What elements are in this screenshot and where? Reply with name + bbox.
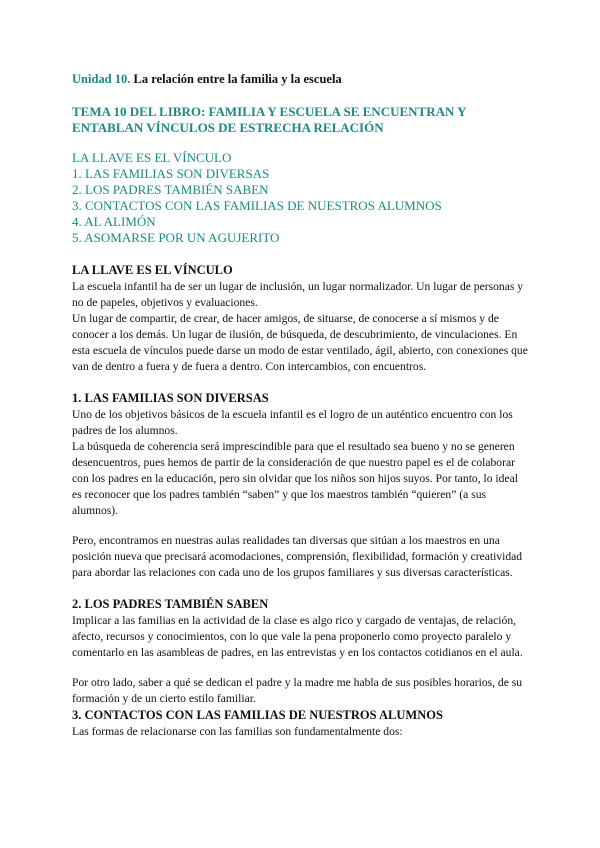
tema-heading: TEMA 10 DEL LIBRO: FAMILIA Y ESCUELA SE ENCUENTRAN Y ENTABLAN VÍNCULOS DE ESTRECHA RELACIÓN [72,104,467,135]
toc-item: 4. AL ALIMÓN [72,214,156,229]
document-body [72,262,530,740]
toc-item: 1. LAS FAMILIAS SON DIVERSAS [72,166,270,181]
paragraph: Por otro lado, saber a qué se dedican el padre y la madre me habla de sus posibles horarios, de su formación y de un cierto estilo familiar. [72,675,523,705]
unit-name: La relación entre la familia y la escuela [133,72,342,86]
paragraph: Un lugar de compartir, de crear, de hacer amigos, de situarse, de conocerse a sí mismos y de conocer a los demás. Un lugar de ilusión, de búsqueda, de descubrimiento, de vinculaciones. En esta escuela de vínculos puede darse un modo de estar ventilado, ágil, abierto, con conexiones que van de dentro a fuera y de fuera a dentro. Con intercambios, con encuentros. [72,312,528,374]
section-heading-llave: LA LLAVE ES EL VÍNCULO [72,263,233,277]
paragraph: La escuela infantil ha de ser un lugar de inclusión, un lugar normalizador. Un lugar de personas y no de papeles, objetivos y evaluaciones. [72,280,524,310]
paragraph: Pero, encontramos en nuestras aulas realidades tan diversas que sitúan a los maestros en una posición nueva que precisará acomodaciones, comprensión, flexibilidad, formación y creatividad para abordar las relaciones con cada uno de los grupos familiares y sus diversas características. [72,534,523,580]
table-of-contents [72,150,442,246]
paragraph: Implicar a las familias en la actividad de la clase es algo rico y cargado de ventajas, de relación, afecto, recursos y conocimientos, con lo que vale la pena proponerlo como proyecto paralelo y comentarlo en las asambleas de padres, en las entrevistas y en los contactos cotidianos en el aula. [72,613,523,659]
unit-number: Unidad 10. [72,72,131,86]
toc-item: 5. ASOMARSE POR UN AGUJERITO [72,230,280,245]
paragraph: La búsqueda de coherencia será imprescindible para que el resultado sea bueno y no se generen desencuentros, pues hemos de partir de la consideración de que nuestro papel es el de colaborar con los padres en la educación, pero sin olvidar que los niños son hijos suyos. Por tanto, lo ideal es reconocer que los padres también “saben” y que los maestros también “quieren” (a sus alumnos). [72,439,518,518]
paragraph: Las formas de relacionarse con las familias son fundamentalmente dos: [72,724,403,738]
paragraph: Uno de los objetivos básicos de la escuela infantil es el logro de un auténtico encuentro con los padres de los alumnos. [72,407,513,437]
toc-item: 2. LOS PADRES TAMBIÉN SABEN [72,182,269,197]
toc-item: 3. CONTACTOS CON LAS FAMILIAS DE NUESTROS ALUMNOS [72,198,442,213]
unit-title [72,72,342,87]
section-heading-contactos: 3. CONTACTOS CON LAS FAMILIAS DE NUESTROS ALUMNOS [72,707,443,722]
toc-item: LA LLAVE ES EL VÍNCULO [72,150,232,165]
section-heading-padres: 2. LOS PADRES TAMBIÉN SABEN [72,596,269,611]
section-heading-familias: 1. LAS FAMILIAS SON DIVERSAS [72,390,269,405]
